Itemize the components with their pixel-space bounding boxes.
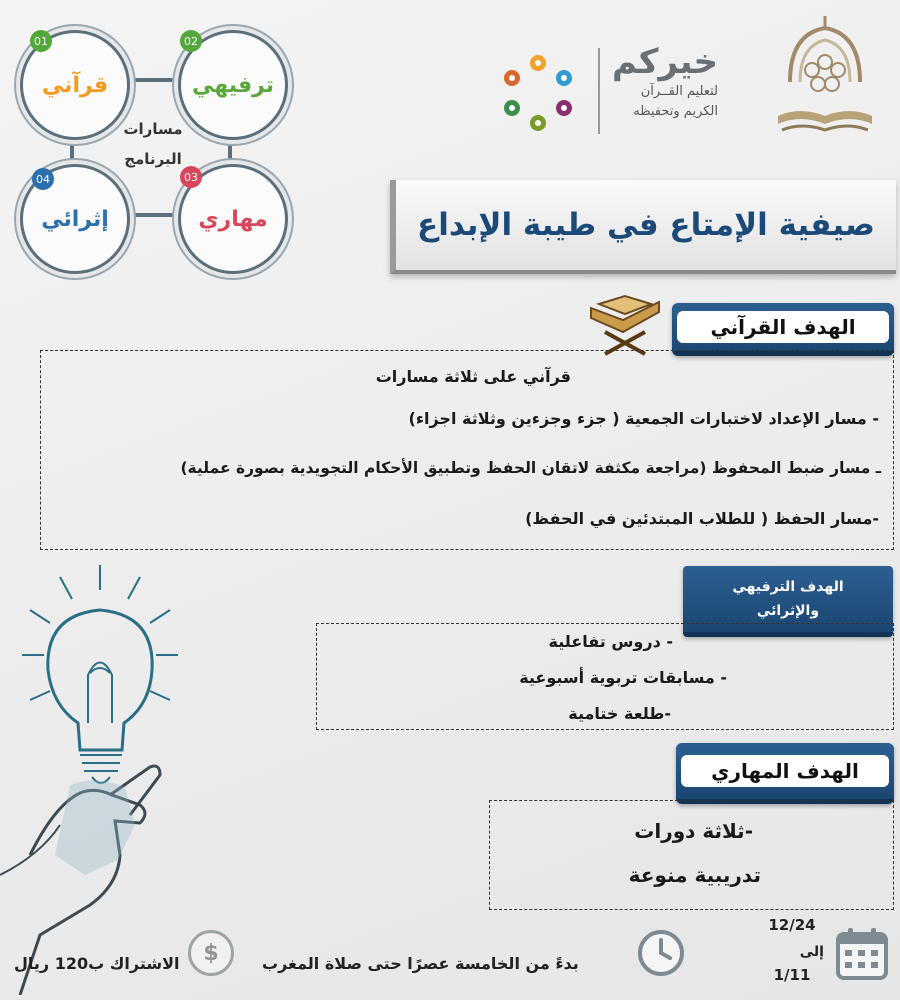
page-title: صيفية الإمتاع في طيبة الإبداع — [417, 207, 875, 243]
logo-line-2: الكريم وتحفيظه — [633, 104, 718, 119]
kherkum-logo-mark-icon — [490, 48, 585, 138]
quran-line-1: - مسار الإعداد لاختبارات الجمعية ( جزء وجزءين وثلاثة اجزاء) — [408, 409, 879, 428]
paths-center-line-1: مسارات — [123, 120, 183, 138]
fun-line-3: -طلعة ختامية — [568, 704, 671, 723]
fun-line-1: - دروس تفاعلية — [548, 632, 673, 651]
date-range — [752, 916, 832, 984]
quran-goal-header-label: الهدف القرآني — [677, 311, 889, 343]
skill-line-2: تدريبية منوعة — [628, 863, 761, 887]
fun-goal-header-line-2: والإثرائي — [756, 603, 820, 619]
path-fun-label: ترفيهي — [191, 72, 275, 98]
time-info: بدءً من الخامسة عصرًا حتى صلاة المغرب — [262, 954, 579, 973]
calendar-icon — [834, 926, 890, 982]
quran-intro: قرآني على ثلاثة مسارات — [375, 367, 571, 386]
page-title-banner — [390, 180, 896, 274]
quran-goal-header — [672, 303, 894, 356]
path-skill-label: مهاري — [198, 206, 268, 232]
paths-center-text — [108, 114, 198, 174]
path-enrich-number: 04 — [32, 168, 54, 190]
fun-goal-box — [316, 623, 894, 730]
quran-book-stand-icon — [585, 288, 665, 358]
path-quran-label: قرآني — [41, 72, 109, 98]
date-from: 1/11 — [773, 966, 811, 984]
path-fun-number: 02 — [180, 30, 202, 52]
fun-goal-header-text — [726, 569, 849, 629]
paths-center-line-2: البرنامج — [124, 150, 182, 168]
quran-line-3: -مسار الحفظ ( للطلاب المبتدئين في الحفظ) — [525, 509, 879, 528]
quran-line-2: ـ مسار ضبط المحفوظ (مراجعة مكثفة لاتقان الحفظ وتطبيق الأحكام التجويدية بصورة عملية) — [180, 459, 881, 477]
logo-divider — [598, 48, 600, 134]
subscription-fee: الاشتراك ب120 ريال — [14, 954, 180, 973]
skill-goal-header-label: الهدف المهاري — [681, 755, 889, 787]
clock-icon — [636, 928, 686, 978]
skill-goal-box — [489, 800, 894, 910]
skill-goal-header — [676, 743, 894, 804]
fun-line-2: - مسابقات تربوية أسبوعية — [519, 668, 727, 687]
program-paths-diagram — [10, 18, 300, 288]
date-to-label: إلى — [799, 944, 824, 960]
fun-goal-header-line-1: الهدف الترفيهي — [732, 579, 844, 595]
logo-name: خيركم — [612, 42, 718, 82]
path-quran-number: 01 — [30, 30, 52, 52]
currency-symbol: $ — [203, 940, 219, 966]
path-skill-number: 03 — [180, 166, 202, 188]
date-to: 12/24 — [768, 916, 816, 934]
lightbulb-hand-illustration-icon — [0, 555, 240, 995]
kherkum-logo-text — [612, 42, 718, 122]
quran-goal-box — [40, 350, 894, 550]
logo-line-1: لتعليم القــرآن — [640, 84, 718, 99]
path-enrich-label: إثرائي — [41, 206, 109, 232]
money-coin-icon — [188, 930, 234, 976]
skill-line-1: -ثلاثة دورات — [634, 819, 753, 843]
mosque-book-emblem-icon — [770, 12, 880, 152]
